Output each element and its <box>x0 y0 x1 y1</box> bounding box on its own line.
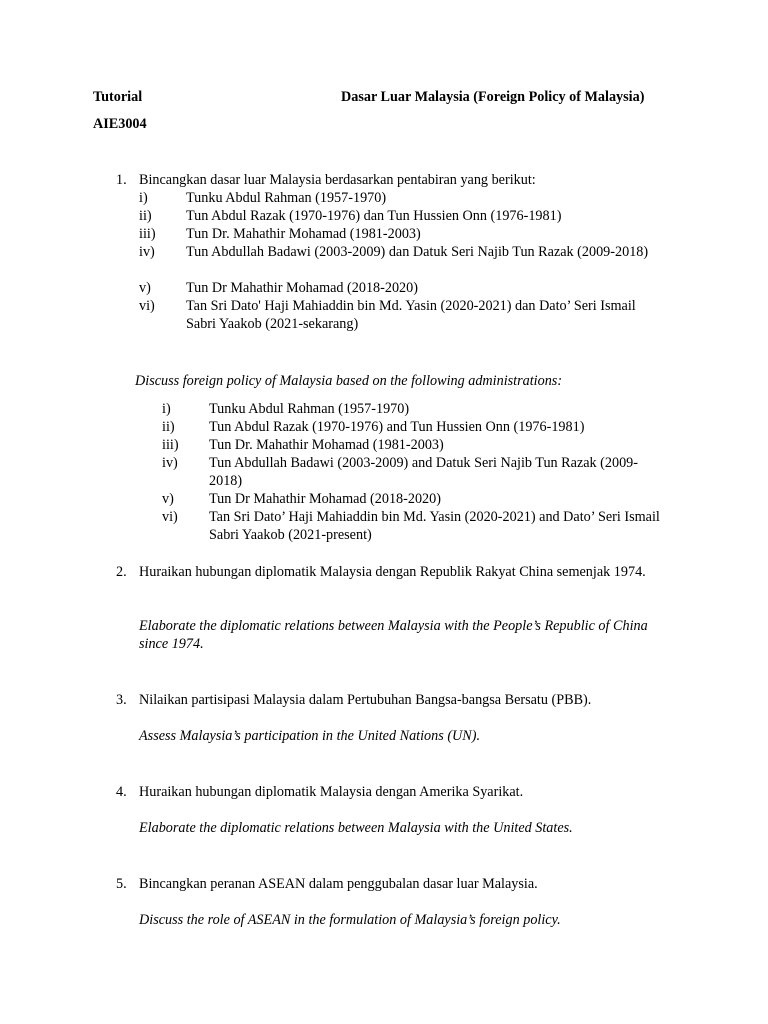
list-item-number: iii) <box>139 226 156 242</box>
list-item-number: ii) <box>139 208 152 224</box>
tutorial-label: Tutorial <box>93 89 143 105</box>
list-item-text: Tun Abdul Razak (1970-1976) and Tun Hussien Onn (1976-1981) <box>209 419 585 435</box>
list-item <box>139 297 679 333</box>
list-item <box>139 189 679 207</box>
list-item-number: i) <box>162 401 171 417</box>
question-text-en: Discuss foreign policy of Malaysia based on the following administrations: <box>135 373 563 389</box>
list-item <box>162 400 682 418</box>
list-item-text: Tunku Abdul Rahman (1957-1970) <box>209 401 410 417</box>
list-item-number: ii) <box>162 419 175 435</box>
question-text-en: Elaborate the diplomatic relations between Malaysia with the People’s Republic of China since 1974. <box>139 618 648 652</box>
list-item-text: Tunku Abdul Rahman (1957-1970) <box>186 190 387 206</box>
question-text-en: Assess Malaysia’s participation in the United Nations (UN). <box>139 728 481 744</box>
question-text-ms: Bincangkan dasar luar Malaysia berdasarkan pentabiran yang berikut: <box>139 172 536 188</box>
list-item-text: Tan Sri Dato' Haji Mahiaddin bin Md. Yasin (2020-2021) dan Dato’ Seri Ismail Sabri Yaakob (2021-sekarang) <box>186 298 636 332</box>
list-item-text: Tun Dr Mahathir Mohamad (2018-2020) <box>209 491 441 507</box>
list-item <box>139 243 679 279</box>
list-item-text: Tun Dr Mahathir Mohamad (2018-2020) <box>186 280 418 296</box>
question-number: 3. <box>116 692 127 708</box>
list-item <box>162 454 682 490</box>
list-item <box>162 508 682 544</box>
question-text-ms: Bincangkan peranan ASEAN dalam penggubalan dasar luar Malaysia. <box>139 876 538 892</box>
course-code: AIE3004 <box>93 116 147 132</box>
list-item-number: iv) <box>162 455 178 471</box>
list-item-text: Tun Abdullah Badawi (2003-2009) and Datuk Seri Najib Tun Razak (2009-2018) <box>209 455 639 489</box>
list-item-number: v) <box>139 280 151 296</box>
list-item <box>162 490 682 508</box>
question-number: 2. <box>116 564 127 580</box>
question-number: 1. <box>116 172 127 188</box>
page-title: Dasar Luar Malaysia (Foreign Policy of Malaysia) <box>341 89 645 105</box>
list-item-number: iii) <box>162 437 179 453</box>
list-item-number: vi) <box>139 298 155 314</box>
question-text-ms: Nilaikan partisipasi Malaysia dalam Pertubuhan Bangsa-bangsa Bersatu (PBB). <box>139 692 592 708</box>
administration-list-ms <box>139 189 679 333</box>
list-item-number: v) <box>162 491 174 507</box>
list-item <box>162 436 682 454</box>
list-item-number: vi) <box>162 509 178 525</box>
list-item <box>139 279 679 297</box>
list-item <box>139 225 679 243</box>
list-item <box>139 207 679 225</box>
list-item-text: Tun Dr. Mahathir Mohamad (1981-2003) <box>186 226 421 242</box>
list-item-number: iv) <box>139 244 155 260</box>
question-text-ms: Huraikan hubungan diplomatik Malaysia dengan Republik Rakyat China semenjak 1974. <box>139 564 646 580</box>
administration-list-en <box>162 400 682 544</box>
list-item-text: Tun Abdullah Badawi (2003-2009) dan Datuk Seri Najib Tun Razak (2009-2018) <box>186 244 649 260</box>
list-item-text: Tun Abdul Razak (1970-1976) dan Tun Hussien Onn (1976-1981) <box>186 208 562 224</box>
list-item-text: Tun Dr. Mahathir Mohamad (1981-2003) <box>209 437 444 453</box>
list-item <box>162 418 682 436</box>
question-text-ms: Huraikan hubungan diplomatik Malaysia dengan Amerika Syarikat. <box>139 784 524 800</box>
question-text-en: Discuss the role of ASEAN in the formulation of Malaysia’s foreign policy. <box>139 912 561 928</box>
question-text-en: Elaborate the diplomatic relations between Malaysia with the United States. <box>139 820 573 836</box>
list-item-number: i) <box>139 190 148 206</box>
question-number: 5. <box>116 876 127 892</box>
list-item-text: Tan Sri Dato’ Haji Mahiaddin bin Md. Yasin (2020-2021) and Dato’ Seri Ismail Sabri Yaakob (2021-present) <box>209 509 660 543</box>
question-number: 4. <box>116 784 127 800</box>
